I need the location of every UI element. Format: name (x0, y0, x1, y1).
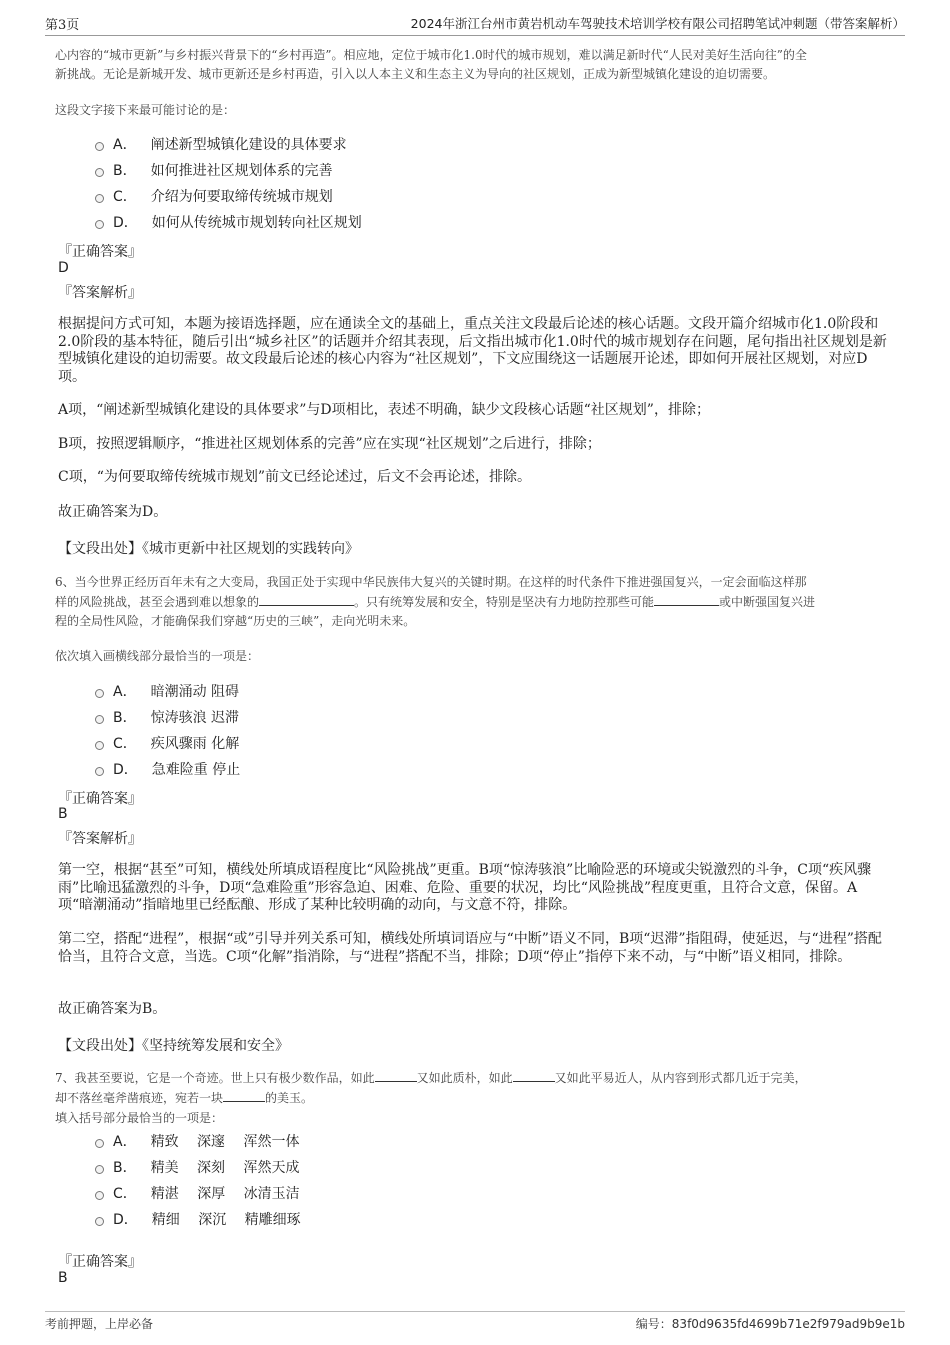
intro-line-2: 新挑战。无论是新城开发、城市更新还是乡村再造，引入以人本主义和生态主义为导向的社区规划，正成为新型城镇化建设的迫切需要。 (55, 67, 776, 81)
q6-prompt: 依次填入画横线部分最恰当的一项是： (55, 649, 260, 663)
q6-stem-line-2: 样的风险挑战，甚至会遇到难以想象的 。只有统筹发展和安全，特别是坚决有力地防控那些可能 或中断强国复兴进 (55, 595, 816, 609)
q5-analysis-p5: 故正确答案为D。 (58, 504, 168, 520)
q6-source: 【文段出处】《坚持统筹发展和安全》 (58, 1038, 289, 1054)
page-header (45, 14, 905, 34)
radio-icon[interactable] (95, 1165, 104, 1174)
q5-analysis-label: 『答案解析』 (58, 285, 142, 301)
radio-icon[interactable] (95, 220, 104, 229)
page-number: 第3页 (45, 18, 80, 33)
footer-slogan: 考前押题，上岸必备 (45, 1317, 154, 1331)
radio-icon[interactable] (95, 1217, 104, 1226)
q5-option-d[interactable]: D． 如何从传统城市规划转向社区规划 (95, 209, 362, 235)
q7-stem-line-1: 7、我甚至要说，它是一个奇迹。世上只有极少数作品，如此 又如此质朴，如此 又如此平易近人，从内容到形式都几近于完美， (55, 1071, 807, 1085)
q6-analysis-p3: 故正确答案为B。 (58, 1001, 167, 1017)
q5-option-a[interactable]: A． 阐述新型城镇化建设的具体要求 (95, 131, 362, 157)
q5-answer-label: 『正确答案』 (58, 244, 142, 260)
q7-answer: B (58, 1270, 68, 1286)
radio-icon[interactable] (95, 689, 104, 698)
q7-prompt: 填入括号部分最恰当的一项是： (55, 1111, 224, 1125)
radio-icon[interactable] (95, 168, 104, 177)
q7-option-d[interactable]: D． 精细 深沉 精雕细琢 (95, 1206, 301, 1232)
document-code: 编号：83f0d9635fd4699b71e2f979ad9b9e1b (635, 1317, 905, 1331)
q5-option-c[interactable]: C． 介绍为何要取缔传统城市规划 (95, 183, 362, 209)
q6-analysis-p2: 第二空，搭配“进程”，根据“或”引导并列关系可知，横线处所填词语应与“中断”语义不同，B项“迟滞”指阻碍，使延迟，与“进程”搭配恰当，且符合文意，当选。C项“化解”指消除，与“进程”搭配不当，排除；D项“停止”指停下来不动，与“中断”语义相同，排除。 (58, 931, 882, 965)
radio-icon[interactable] (95, 194, 104, 203)
footer-divider (45, 1311, 905, 1312)
blank (654, 594, 719, 606)
q6-option-d[interactable]: D． 急难险重 停止 (95, 756, 240, 782)
q7-stem-line-2: 却不落丝毫斧凿痕迹，宛若一块 的美玉。 (55, 1091, 314, 1105)
q7-option-b[interactable]: B． 精美 深刻 浑然天成 (95, 1154, 301, 1180)
q6-option-a[interactable]: A． 暗潮涌动 阻碍 (95, 678, 240, 704)
q5-answer: D (58, 260, 69, 276)
q5-option-b[interactable]: B． 如何推进社区规划体系的完善 (95, 157, 362, 183)
radio-icon[interactable] (95, 142, 104, 151)
q7-answer-label: 『正确答案』 (58, 1254, 142, 1270)
radio-icon[interactable] (95, 767, 104, 776)
intro-line-1: 心内容的“城市更新”与乡村振兴背景下的“乡村再造”。相应地，定位于城市化1.0时代的城市规划，难以满足新时代“人民对美好生活向往”的全 (55, 48, 807, 62)
blank (223, 1090, 265, 1102)
q5-analysis-p4: C项，“为何要取缔传统城市规划”前文已经论述过，后文不会再论述，排除。 (58, 469, 532, 485)
blank (375, 1070, 417, 1082)
q6-answer: B (58, 806, 68, 822)
q7-options (95, 1128, 301, 1232)
q5-options (95, 131, 362, 235)
radio-icon[interactable] (95, 715, 104, 724)
radio-icon[interactable] (95, 741, 104, 750)
q5-prompt: 这段文字接下来最可能讨论的是： (55, 103, 236, 117)
header-divider (45, 35, 905, 36)
q5-source: 【文段出处】《城市更新中社区规划的实践转向》 (58, 541, 359, 557)
q6-stem-line-1: 6、当今世界正经历百年未有之大变局，我国正处于实现中华民族伟大复兴的关键时期。在这样的时代条件下推进强国复兴，一定会面临这样那 (55, 575, 807, 589)
blank (513, 1070, 555, 1082)
q6-analysis-p1: 第一空，根据“甚至”可知，横线处所填成语程度比“风险挑战”更重。B项“惊涛骇浪”比喻险恶的环境或尖锐激烈的斗争，C项“疾风骤雨”比喻迅猛激烈的斗争，D项“急难险重”形容急迫、困难、危险、重要的状况，均比“风险挑战”程度更重，且符合文意，保留。A项“暗潮涌动”指暗地里已经酝酿、形成了某种比较明确的动向，与文意不符，排除。 (58, 862, 872, 913)
q6-option-c[interactable]: C． 疾风骤雨 化解 (95, 730, 240, 756)
blank (259, 594, 354, 606)
q6-analysis-label: 『答案解析』 (58, 831, 142, 847)
q5-analysis-p3: B项，按照逻辑顺序，“推进社区规划体系的完善”应在实现“社区规划”之后进行，排除； (58, 436, 601, 452)
q6-answer-label: 『正确答案』 (58, 791, 142, 807)
radio-icon[interactable] (95, 1191, 104, 1200)
q7-option-a[interactable]: A． 精致 深邃 浑然一体 (95, 1128, 301, 1154)
radio-icon[interactable] (95, 1139, 104, 1148)
q6-option-b[interactable]: B． 惊涛骇浪 迟滞 (95, 704, 240, 730)
q5-analysis-p1: 根据提问方式可知，本题为接语选择题，应在通读全文的基础上，重点关注文段最后论述的核心话题。文段开篇介绍城市化1.0阶段和2.0阶段的基本特征，随后引出“城乡社区”的话题并介绍其表现，后文指出城市化1.0时代的城市规划存在问题，尾句指出社区规划是新型城镇化建设的迫切需要。故文段最后论述的核心内容为“社区规划”，下文应围绕这一话题展开论述，即如何开展社区规划，对应D项。 (58, 316, 887, 385)
q6-stem-line-3: 程的全局性风险，才能确保我们穿越“历史的三峡”，走向光明未来。 (55, 614, 416, 628)
q7-option-c[interactable]: C． 精湛 深厚 冰清玉洁 (95, 1180, 301, 1206)
document-title: 2024年浙江台州市黄岩机动车驾驶技术培训学校有限公司招聘笔试冲刺题（带答案解析） (410, 16, 905, 31)
q6-options (95, 678, 240, 782)
q5-analysis-p2: A项，“阐述新型城镇化建设的具体要求”与D项相比，表述不明确，缺少文段核心话题“社区规划”，排除； (58, 402, 710, 418)
